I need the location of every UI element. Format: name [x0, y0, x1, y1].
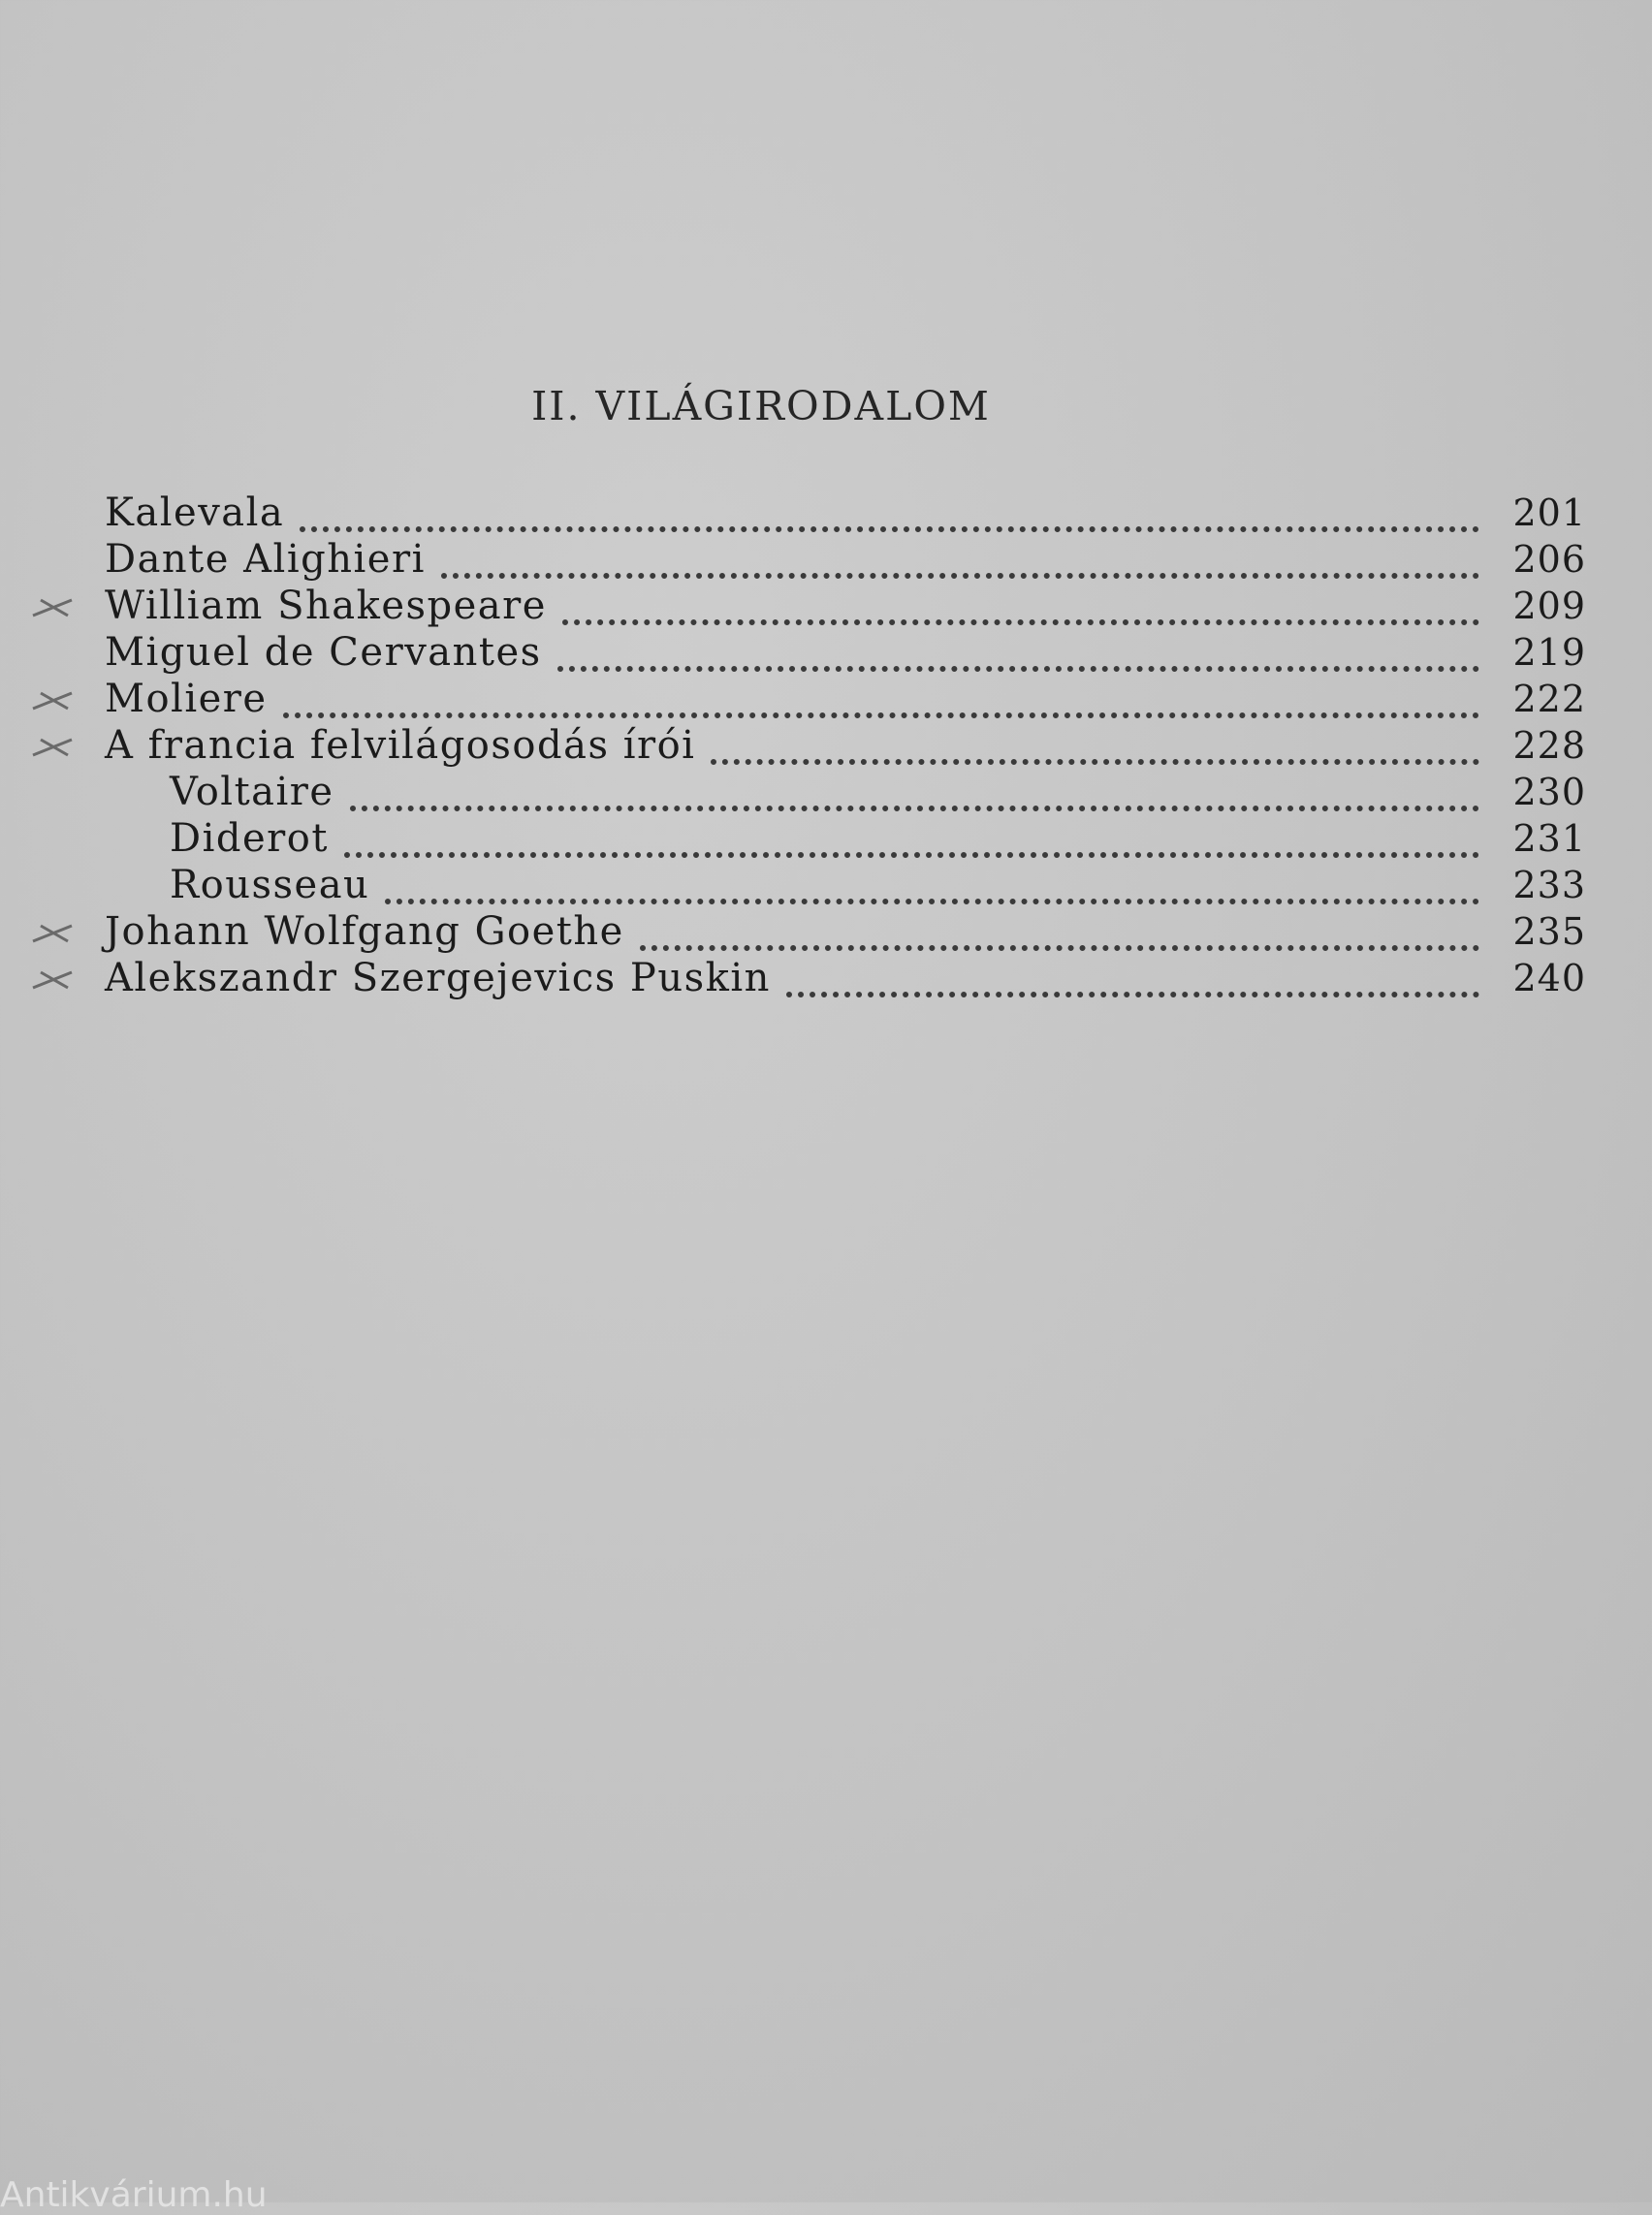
toc-dot-leader [557, 666, 1479, 672]
toc-dot-leader [385, 899, 1479, 904]
toc-entry-label: Moliere [105, 677, 268, 721]
toc-entry [0, 490, 1652, 536]
toc-dot-leader [441, 573, 1479, 579]
toc-entry-label: Voltaire [170, 770, 334, 814]
toc-entry-label: Rousseau [170, 863, 370, 907]
toc-entry-page-number: 235 [1512, 910, 1586, 953]
toc-entry [0, 769, 1652, 815]
toc-entry-label: Alekszandr Szergejevics Puskin [105, 956, 771, 1000]
toc-entry [0, 676, 1652, 722]
toc-entry-page-number: 222 [1512, 678, 1586, 720]
toc-dot-leader [350, 806, 1479, 811]
toc-entry [0, 722, 1652, 769]
toc-entry-page-number: 240 [1512, 957, 1586, 999]
toc-entry-page-number: 231 [1512, 817, 1586, 860]
toc-entry [0, 955, 1652, 1001]
toc-entry-page-number: 209 [1512, 585, 1586, 627]
toc-entry-page-number: 230 [1512, 771, 1586, 813]
pencil-x-mark-icon [29, 966, 78, 992]
toc-dot-leader [300, 526, 1479, 532]
toc-entry-label: Miguel de Cervantes [105, 630, 542, 675]
toc-dot-leader [283, 712, 1479, 718]
toc-entry-page-number: 228 [1512, 724, 1586, 767]
pencil-x-mark-icon [29, 920, 78, 945]
toc-entry [0, 629, 1652, 676]
toc-entry [0, 815, 1652, 862]
toc-entry-label: Dante Alighieri [105, 537, 426, 582]
toc-dot-leader [344, 852, 1479, 858]
toc-entry-page-number: 201 [1512, 491, 1586, 534]
toc-entry-label: A francia felvilágosodás írói [105, 723, 696, 768]
toc-dot-leader [562, 619, 1479, 625]
pencil-x-mark-icon [29, 594, 78, 619]
page-title: II. VILÁGIRODALOM [531, 383, 991, 429]
pencil-x-mark-icon [29, 734, 78, 759]
toc-entry [0, 908, 1652, 955]
toc-entry [0, 583, 1652, 629]
toc-entry-page-number: 233 [1512, 864, 1586, 906]
toc-entry-label: Johann Wolfgang Goethe [105, 909, 624, 954]
watermark: Antikvárium.hu [0, 2175, 268, 2215]
toc-entry-label: Kalevala [105, 490, 285, 535]
toc-dot-leader [640, 945, 1479, 951]
pencil-x-mark-icon [29, 687, 78, 712]
toc-entry [0, 536, 1652, 583]
toc-entry-label: William Shakespeare [105, 584, 547, 628]
toc-entry [0, 862, 1652, 908]
toc-dot-leader [711, 759, 1479, 765]
toc-entry-page-number: 206 [1512, 538, 1586, 581]
toc-entry-page-number: 219 [1512, 631, 1586, 674]
toc-dot-leader [786, 992, 1479, 997]
toc-entry-label: Diderot [170, 816, 329, 861]
